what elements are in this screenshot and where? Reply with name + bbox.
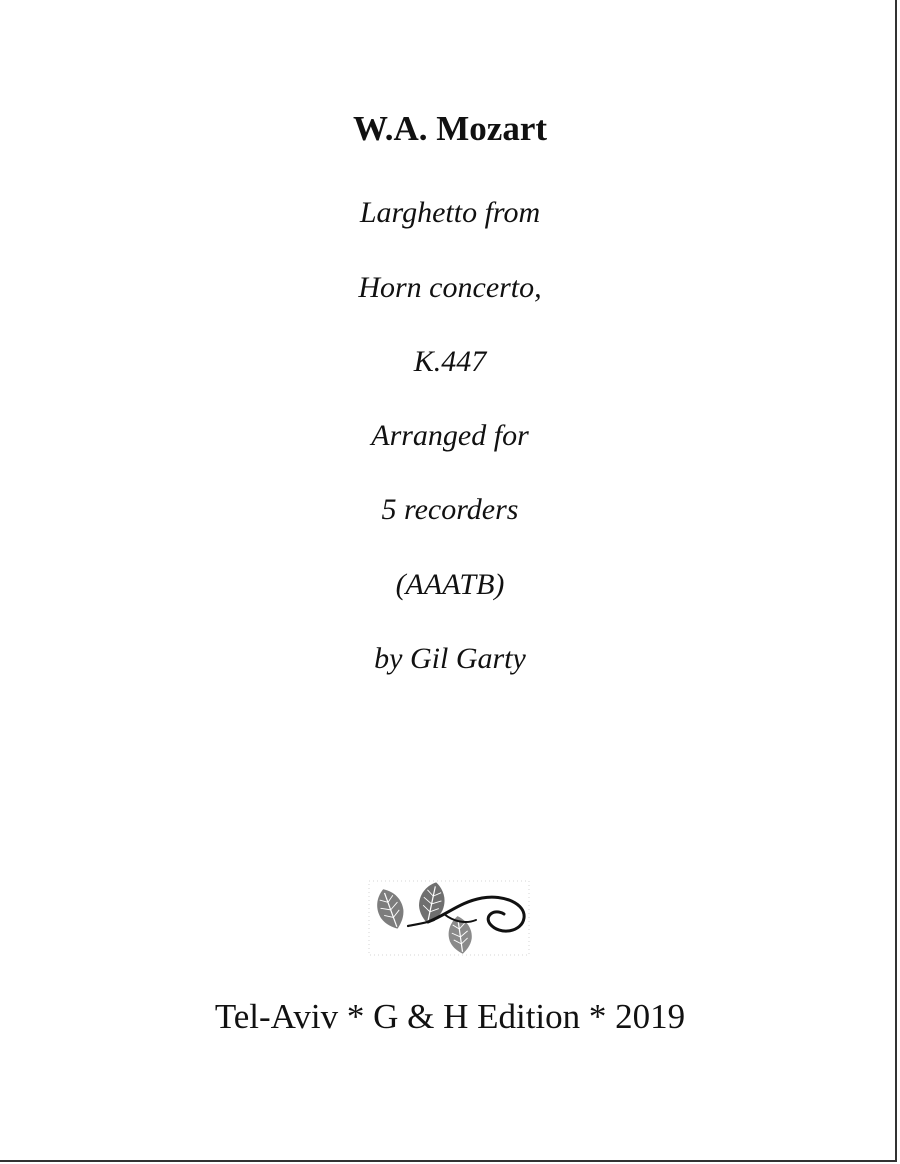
composer-name: W.A. Mozart xyxy=(352,109,548,148)
voicing-line: (AAATB) xyxy=(395,568,505,601)
arranger-line: by Gil Garty xyxy=(374,642,526,675)
title-line-1: Larghetto from xyxy=(359,196,541,229)
arrangement-line: Arranged for xyxy=(371,419,529,452)
instrumentation-line: 5 recorders xyxy=(381,493,519,526)
leaf-vine-ornament-icon xyxy=(368,880,532,958)
title-line-2: Horn concerto, xyxy=(358,271,542,304)
catalogue-number: K.447 xyxy=(413,345,487,378)
publisher-footer: Tel-Aviv * G & H Edition * 2019 xyxy=(214,997,686,1036)
